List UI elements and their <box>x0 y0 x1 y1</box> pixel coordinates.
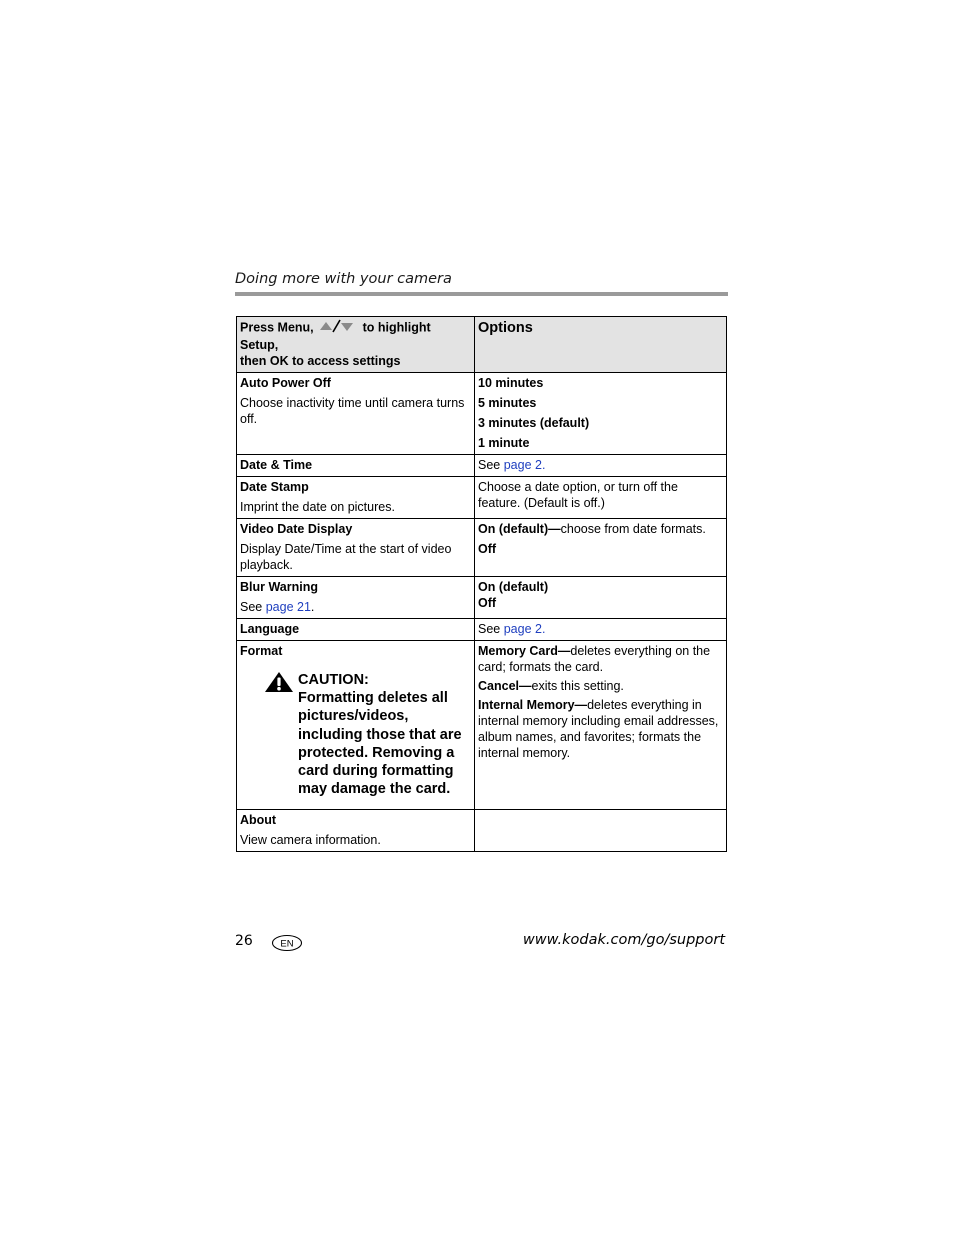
table-header-row <box>237 317 727 373</box>
setting-cell-format <box>237 641 475 810</box>
page-link[interactable]: page 2 <box>503 458 542 472</box>
page-number: 26 <box>235 933 253 949</box>
caution-message: Formatting deletes all pictures/videos, including those that are protected. Removing a card during formatting may damage the card. <box>298 690 462 798</box>
setting-name: About <box>240 813 277 827</box>
options-cell-video-date-display <box>475 519 727 577</box>
table-row-about <box>237 810 727 852</box>
header-options-cell <box>475 317 727 373</box>
setting-description: Display Date/Time at the start of video playback. <box>240 542 452 572</box>
option-5-minutes: 5 minutes <box>478 396 537 410</box>
setting-cell-date-stamp <box>237 477 475 519</box>
page-link[interactable]: page 2 <box>503 622 542 636</box>
header-instruction-line2: then OK to access settings <box>240 354 401 368</box>
link-period: . <box>541 622 546 636</box>
setting-cell-language <box>237 619 475 641</box>
warning-triangle-icon <box>264 671 298 798</box>
caution-text-block <box>298 671 471 798</box>
table-row-blur-warning <box>237 577 727 619</box>
setting-name: Date & Time <box>240 458 313 472</box>
setting-name: Date Stamp <box>240 480 309 494</box>
setting-cell-auto-power-off <box>237 373 475 455</box>
option-off: Off <box>478 542 497 556</box>
link-period: . <box>310 600 315 614</box>
language-badge-text: EN <box>280 938 294 950</box>
options-cell-language <box>475 619 727 641</box>
options-cell-auto-power-off <box>475 373 727 455</box>
setting-description: Choose inactivity time until camera turns off. <box>240 396 465 426</box>
option-1-minute: 1 minute <box>478 436 530 450</box>
table-row-language <box>237 619 727 641</box>
option-on-default: On (default) <box>478 580 549 594</box>
option-cancel <box>478 678 723 694</box>
options-cell-format <box>475 641 727 810</box>
running-header: Doing more with your camera <box>235 271 452 287</box>
table-row-date-time <box>237 455 727 477</box>
table-row-video-date-display <box>237 519 727 577</box>
page-link[interactable]: page 21 <box>265 600 311 614</box>
caution-block <box>240 671 471 798</box>
setting-description <box>240 599 471 615</box>
header-instruction-part1: Press Menu, <box>240 320 314 335</box>
header-options-label: Options <box>478 320 533 336</box>
language-badge <box>271 934 303 956</box>
option-internal-memory-desc: deletes everything in internal memory including email addresses, album names, and favorites; formats the internal memory. <box>478 698 719 760</box>
options-cell-date-time <box>475 455 727 477</box>
options-text: Choose a date option, or turn off the feature. (Default is off.) <box>478 480 678 510</box>
option-memory-card <box>478 643 723 675</box>
option-cancel-desc: exits this setting. <box>531 679 624 693</box>
option-internal-memory-label: Internal Memory— <box>478 698 588 712</box>
option-on-default <box>478 521 723 537</box>
setting-cell-about <box>237 810 475 852</box>
options-cell-date-stamp <box>475 477 727 519</box>
option-on-default-desc: choose from date formats. <box>560 522 706 536</box>
setting-name: Format <box>240 644 283 658</box>
setup-settings-table <box>236 316 727 852</box>
setting-name: Video Date Display <box>240 522 353 536</box>
option-internal-memory <box>478 697 723 761</box>
option-3-minutes: 3 minutes (default) <box>478 416 590 430</box>
header-instruction-part2: to highlight Setup, <box>240 320 431 352</box>
setting-cell-date-time <box>237 455 475 477</box>
option-off: Off <box>478 596 497 610</box>
caution-label: CAUTION: <box>298 672 369 688</box>
table-row-date-stamp <box>237 477 727 519</box>
see-text: See <box>240 600 263 614</box>
option-cancel-label: Cancel— <box>478 679 532 693</box>
setting-name: Auto Power Off <box>240 376 331 390</box>
link-period: . <box>541 458 546 472</box>
setting-cell-video-date-display <box>237 519 475 577</box>
header-instruction-cell <box>237 317 475 373</box>
table-row-format <box>237 641 727 810</box>
option-10-minutes: 10 minutes <box>478 376 544 390</box>
support-url[interactable]: www.kodak.com/go/support <box>522 932 725 948</box>
option-on-default-label: On (default)— <box>478 522 561 536</box>
setting-name: Blur Warning <box>240 580 319 594</box>
option-memory-card-desc: deletes everything on the card; formats the card. <box>478 644 711 674</box>
options-cell-blur-warning <box>475 577 727 619</box>
up-down-arrows-icon <box>319 319 357 337</box>
setting-name: Language <box>240 622 300 636</box>
options-cell-about <box>475 810 727 852</box>
see-text: See <box>478 622 501 636</box>
header-rule <box>235 292 728 296</box>
setting-cell-blur-warning <box>237 577 475 619</box>
setting-description: View camera information. <box>240 833 381 847</box>
option-memory-card-label: Memory Card— <box>478 644 571 658</box>
table-row-auto-power-off <box>237 373 727 455</box>
setting-description: Imprint the date on pictures. <box>240 500 395 514</box>
see-text: See <box>478 458 501 472</box>
